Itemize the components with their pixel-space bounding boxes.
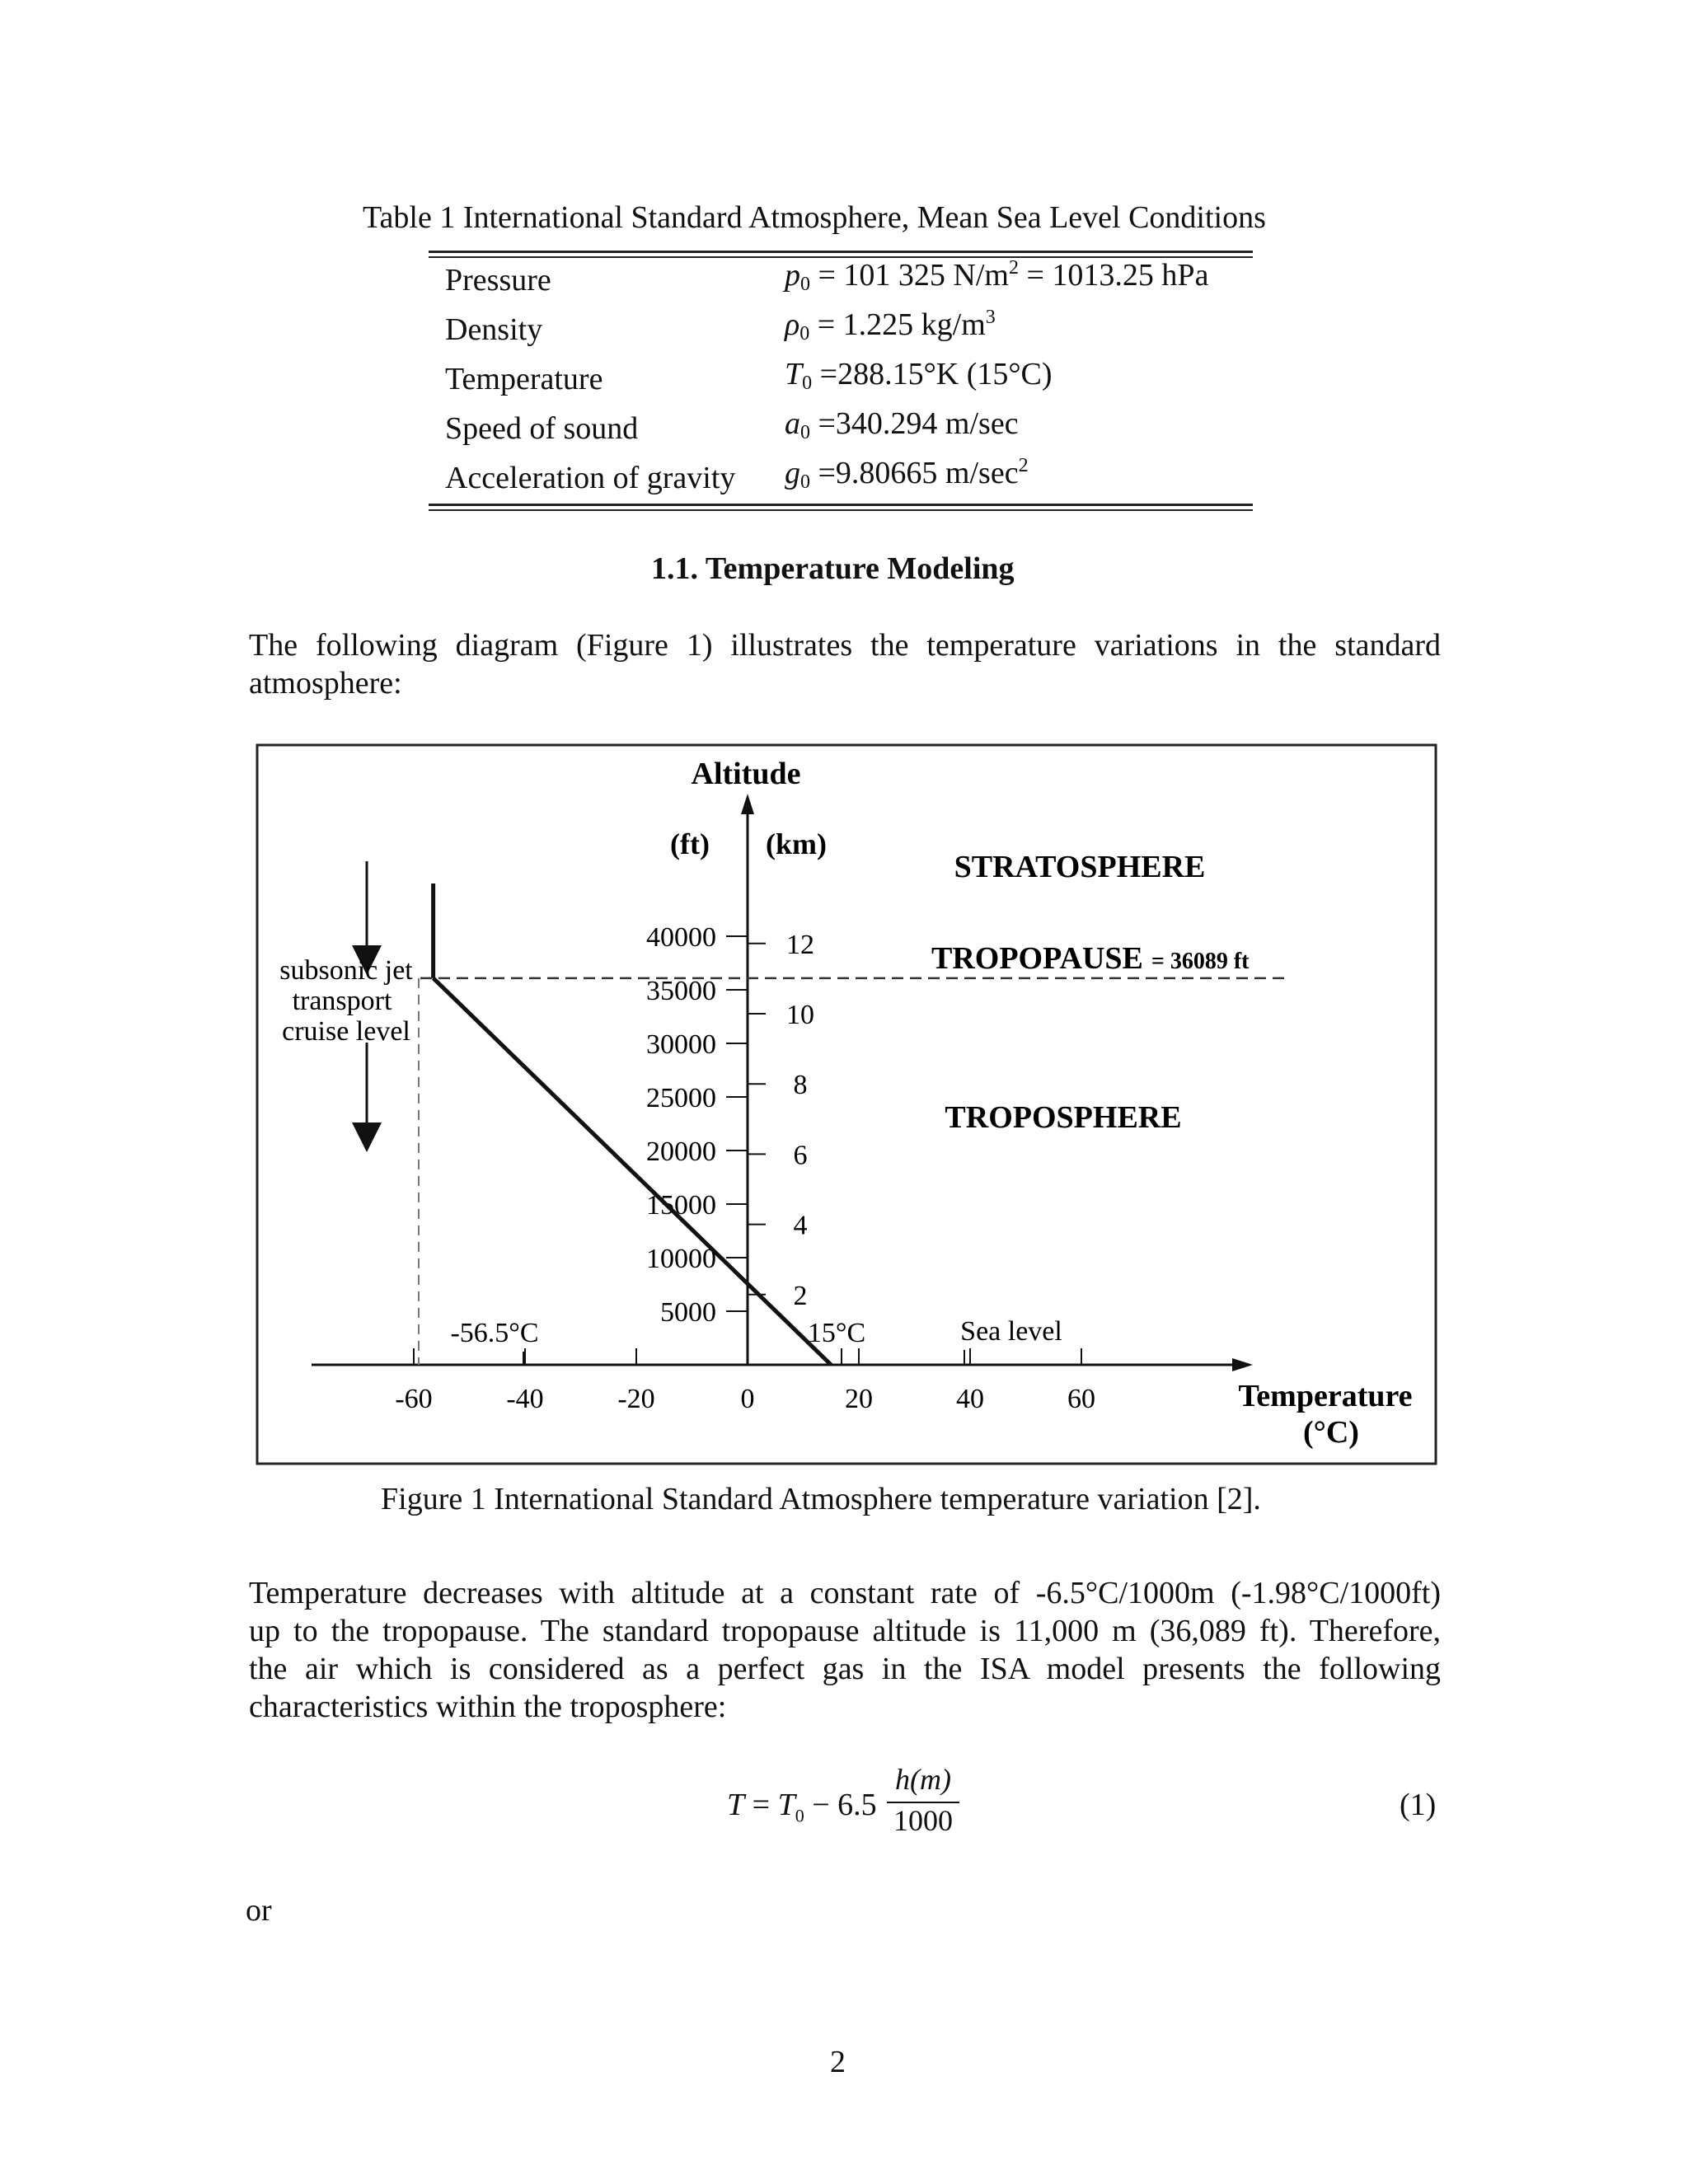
ft-tick-label: 15000 bbox=[646, 1190, 716, 1221]
row-label-temperature: Temperature bbox=[445, 362, 603, 396]
ft-tick-label: 40000 bbox=[646, 922, 716, 953]
km-ticks bbox=[748, 930, 814, 1311]
subsonic-label-1: subsonic jet bbox=[279, 955, 413, 986]
min-temp-label: -56.5°C bbox=[450, 1318, 539, 1348]
x-tick-label: -20 bbox=[617, 1384, 655, 1414]
row-value-temperature: $T_0 =288.15^\circ K$ (15°C) bbox=[785, 357, 1053, 394]
row-value-density: $\rho_0 = 1.225$ $kg/m^3$ bbox=[785, 307, 996, 344]
x-tick-label: 0 bbox=[740, 1384, 755, 1414]
body-line: the air which is considered as a perfect gas in the ISA model presents the following bbox=[249, 1652, 1441, 1686]
body-line: characteristics within the troposphere: bbox=[249, 1690, 727, 1724]
intro-line: atmosphere: bbox=[249, 666, 402, 701]
km-tick-label: 8 bbox=[793, 1070, 808, 1101]
subsonic-label-2: transport bbox=[292, 986, 392, 1016]
troposphere-label: TROPOSPHERE bbox=[945, 1100, 1182, 1135]
sea-temp-label: 15°C bbox=[807, 1318, 866, 1348]
ft-tick-label: 30000 bbox=[646, 1029, 716, 1060]
figure-frame bbox=[257, 745, 1436, 1464]
or-text: or bbox=[246, 1893, 272, 1928]
x-ticks bbox=[395, 1348, 1095, 1414]
km-tick-label: 10 bbox=[786, 1000, 814, 1030]
body-line: Temperature decreases with altitude at a constant rate of -6.5°C/1000m (-1.98°C/1000ft) bbox=[249, 1576, 1441, 1610]
equation-numerator: h(m) bbox=[895, 1763, 951, 1796]
body-paragraph bbox=[249, 1574, 1441, 1726]
ft-tick-label: 5000 bbox=[660, 1297, 716, 1328]
ft-label: (ft) bbox=[670, 827, 710, 860]
x-tick-label: 20 bbox=[845, 1384, 873, 1414]
ft-tick-label: 20000 bbox=[646, 1137, 716, 1167]
subsonic-label-3: cruise level bbox=[282, 1016, 410, 1047]
row-value-gravity: $g_0 =9.80665$ $m/\sec^2$ bbox=[785, 455, 1029, 493]
intro-line: The following diagram (Figure 1) illustrates the temperature variations in the standard bbox=[249, 628, 1441, 663]
ft-tick-label: 10000 bbox=[646, 1244, 716, 1274]
equation-lhs: $T = T_0 - 6.5$ bbox=[727, 1788, 877, 1826]
row-label-pressure: Pressure bbox=[445, 263, 551, 298]
ft-tick-label: 35000 bbox=[646, 976, 716, 1006]
temperature-label: Temperature bbox=[1238, 1379, 1413, 1413]
km-label: (km) bbox=[766, 827, 827, 860]
row-label-speed-of-sound: Speed of sound bbox=[445, 411, 639, 446]
altitude-label: Altitude bbox=[691, 757, 801, 791]
temperature-unit-label: (°C) bbox=[1303, 1415, 1359, 1450]
equation-number: (1) bbox=[1400, 1788, 1437, 1822]
body-line: up to the tropopause. The standard tropopause altitude is 11,000 m (36,089 ft). Therefore, bbox=[249, 1614, 1441, 1648]
temperature-axis-arrow bbox=[1232, 1358, 1253, 1371]
ft-tick-label: 25000 bbox=[646, 1083, 716, 1113]
sea-level-label: Sea level bbox=[960, 1316, 1062, 1347]
km-tick-label: 12 bbox=[786, 929, 814, 960]
x-tick-label: -40 bbox=[506, 1384, 544, 1414]
section-title: 1.1. Temperature Modeling bbox=[651, 551, 1015, 586]
km-tick-label: 2 bbox=[793, 1280, 808, 1311]
x-tick-label: -60 bbox=[395, 1384, 433, 1414]
row-value-pressure: $p_0 = 101$ 325 $N/m^2 = 1013.25$ hPa bbox=[785, 257, 1209, 295]
x-tick-label: 60 bbox=[1067, 1384, 1095, 1414]
stratosphere-label: STRATOSPHERE bbox=[954, 850, 1206, 884]
x-tick-label: 40 bbox=[956, 1384, 984, 1414]
km-tick-label: 6 bbox=[793, 1140, 808, 1171]
tropopause-label: TROPOPAUSE = 36089 ft bbox=[931, 941, 1250, 976]
altitude-axis-arrow bbox=[741, 794, 754, 814]
page-number: 2 bbox=[830, 2045, 846, 2079]
row-label-gravity: Acceleration of gravity bbox=[445, 461, 736, 495]
row-label-density: Density bbox=[445, 312, 543, 347]
table-caption: Table 1 International Standard Atmosphere, Mean Sea Level Conditions bbox=[363, 200, 1266, 235]
series-troposphere-line bbox=[434, 978, 832, 1365]
equation-denominator: 1000 bbox=[893, 1804, 953, 1837]
km-tick-label: 4 bbox=[793, 1210, 808, 1241]
row-value-speed-of-sound: $a_0 =340.294$ m/sec bbox=[785, 406, 1019, 443]
figure-caption: Figure 1 International Standard Atmosphere temperature variation [2]. bbox=[381, 1482, 1261, 1516]
